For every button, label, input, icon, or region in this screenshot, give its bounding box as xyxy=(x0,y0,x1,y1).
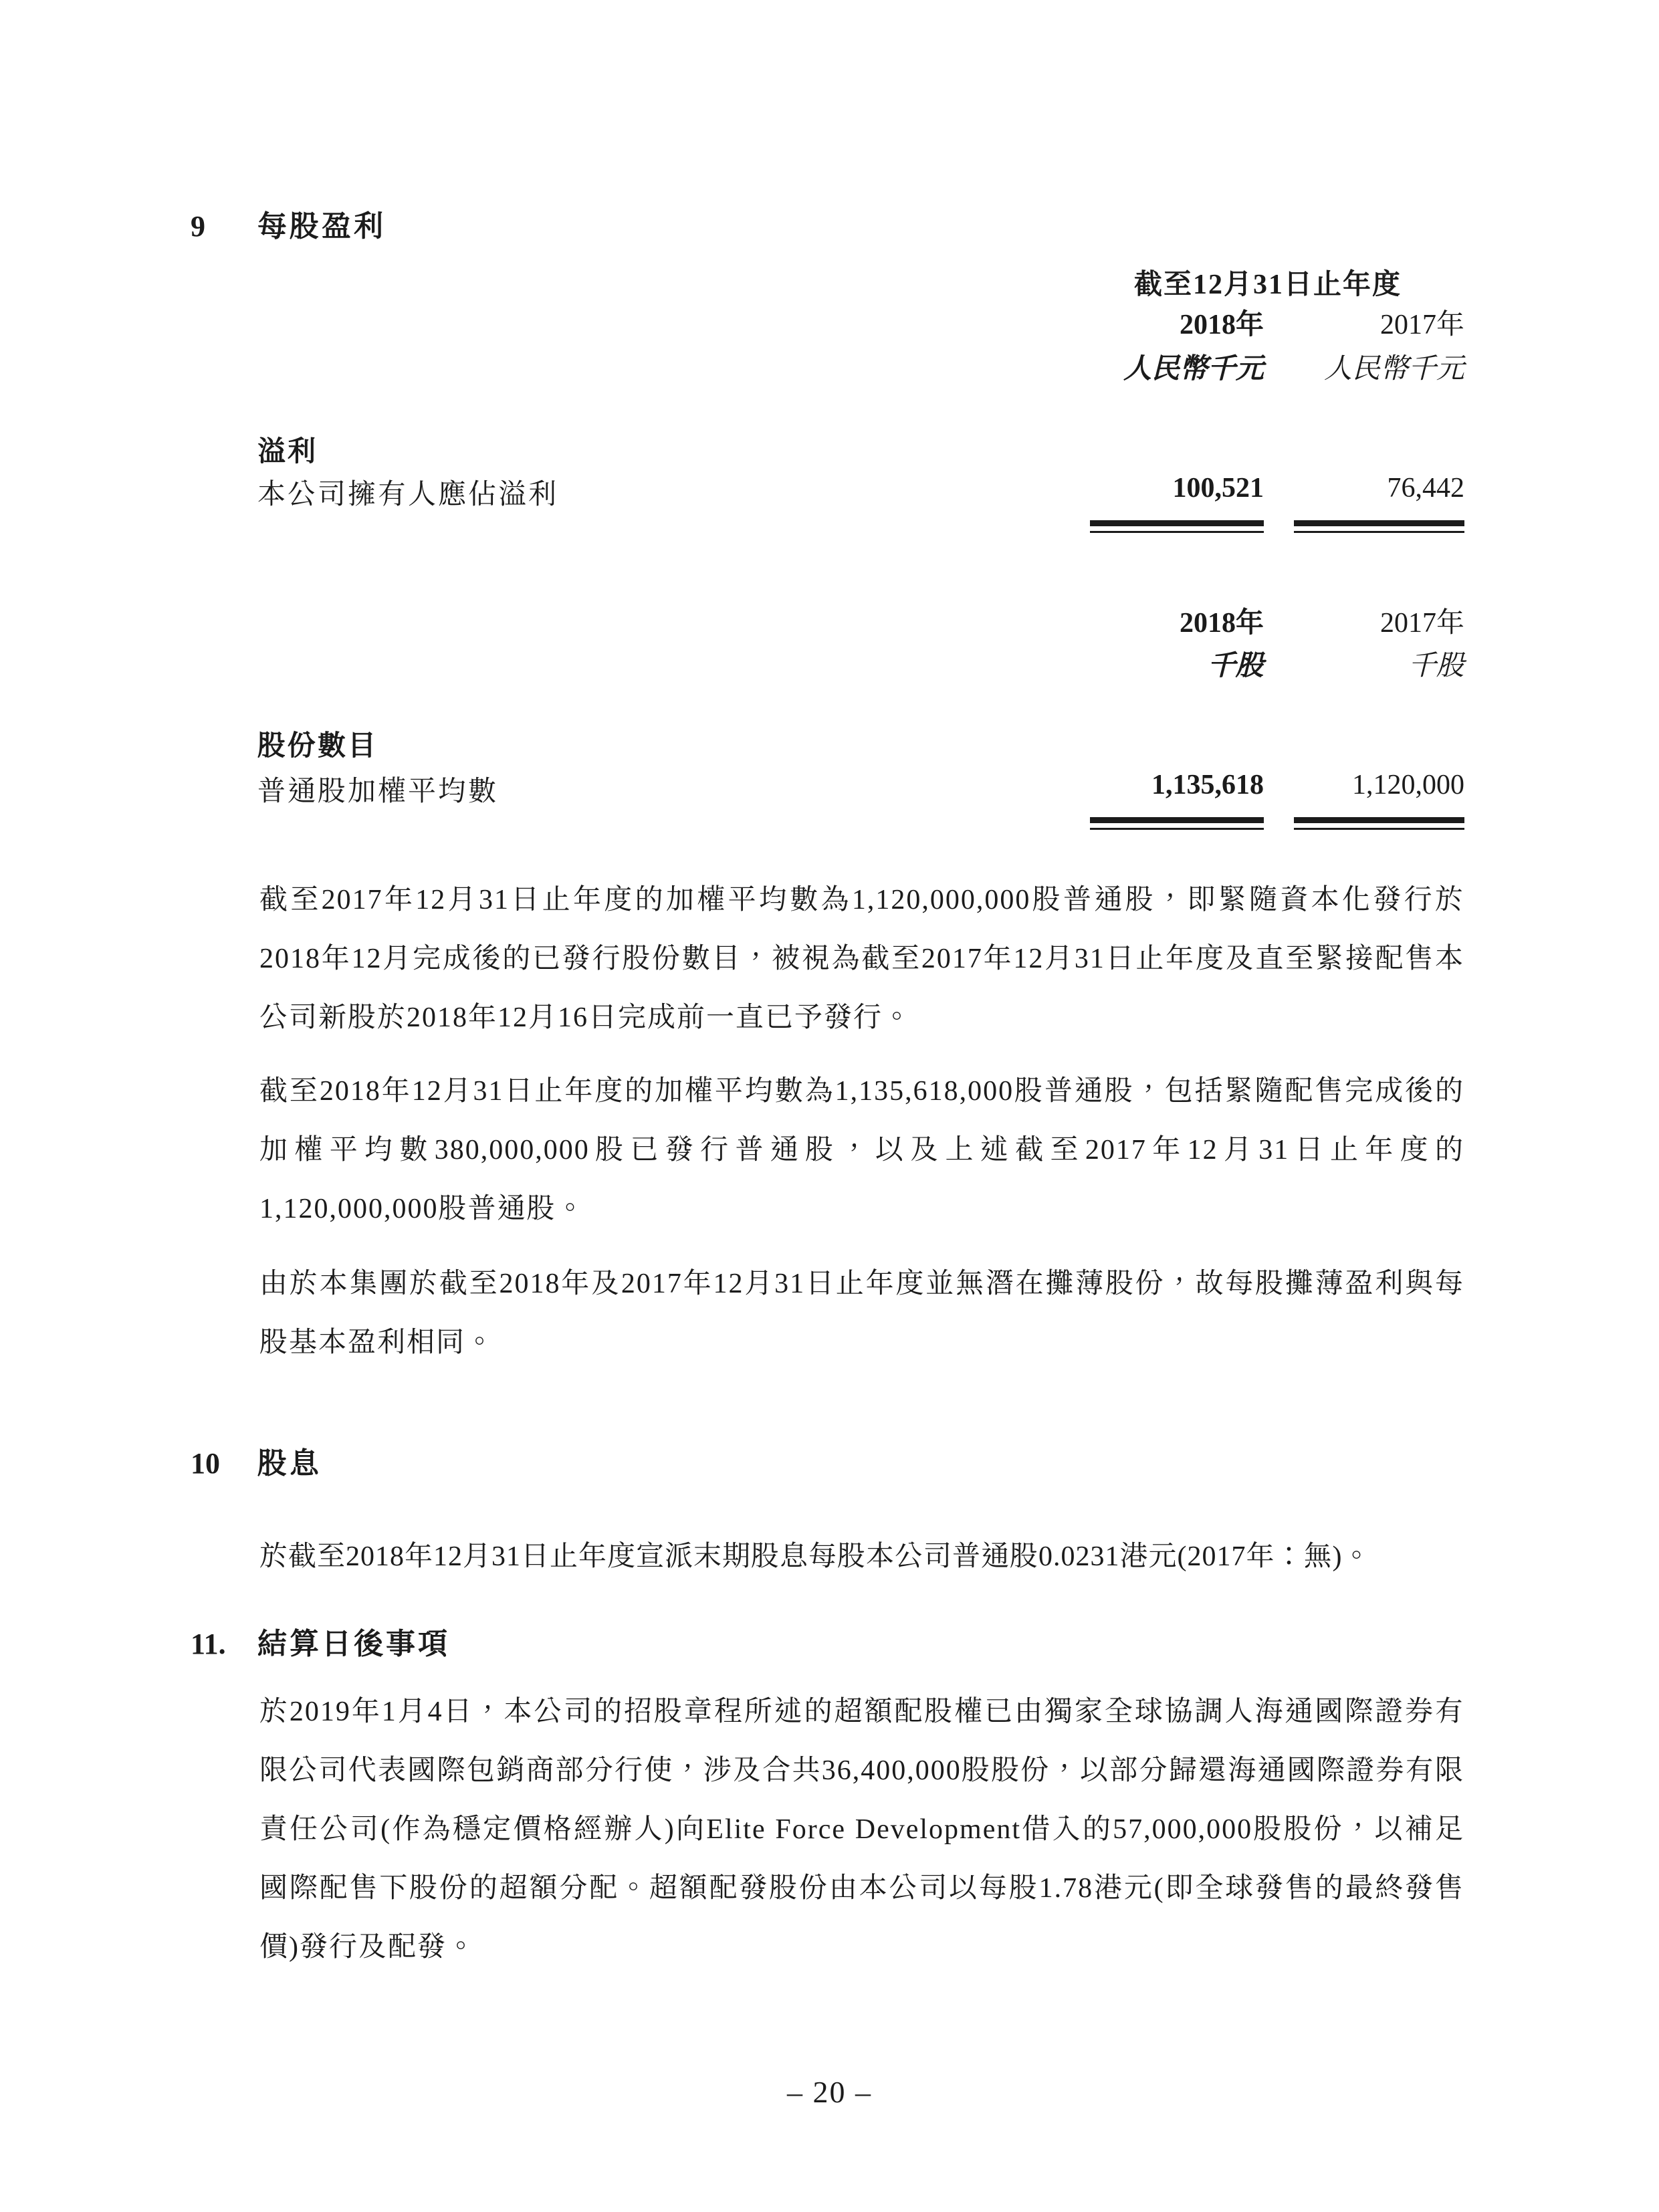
table-shares-row-label: 普通股加權平均數 xyxy=(257,776,499,807)
section-9-number: 9 xyxy=(191,210,205,243)
table-profit-unit-2018: 人民幣千元 xyxy=(1123,354,1264,384)
section-11-heading xyxy=(191,1620,450,1662)
section-9-paragraph-1: 截至2017年12月31日止年度的加權平均數為1,120,000,000股普通股，即緊隨資本化發行於2018年12月完成後的已發行股份數目，被視為截至2017年12月31日止年度及直至緊接配售本公司新股於2018年12月16日完成前一直已予發行。 xyxy=(259,885,1464,1033)
table-profit-total-rule-2018 xyxy=(1090,520,1264,533)
table-profit-value-2017: 76,442 xyxy=(1387,473,1464,504)
table-shares-value-2018: 1,135,618 xyxy=(1151,770,1264,800)
table-shares-year-2018: 2018年 xyxy=(1179,608,1264,639)
section-9-paragraph-2: 截至2018年12月31日止年度的加權平均數為1,135,618,000股普通股，包括緊隨配售完成後的加權平均數380,000,000股已發行普通股，以及上述截至2017年12月31日止年度的1,120,000,000股普通股。 xyxy=(259,1076,1464,1224)
section-9-heading xyxy=(191,202,386,245)
table-shares-group-label: 股份數目 xyxy=(257,731,378,762)
table-shares-unit-2018: 千股 xyxy=(1207,651,1264,681)
table-shares-total-rule-2017 xyxy=(1294,817,1464,830)
table-profit-group-label: 溢利 xyxy=(257,437,318,467)
table-shares-value-2017: 1,120,000 xyxy=(1352,770,1464,800)
page-number: – 20 – xyxy=(787,2075,872,2109)
table-shares-unit-2017: 千股 xyxy=(1408,651,1464,681)
table-profit-value-2018: 100,521 xyxy=(1172,473,1264,504)
table-profit-row-label: 本公司擁有人應佔溢利 xyxy=(257,479,559,510)
section-10-heading xyxy=(191,1439,322,1482)
section-11-number: 11. xyxy=(191,1628,226,1660)
section-9-paragraph-3: 由於本集團於截至2018年及2017年12月31日止年度並無潛在攤薄股份，故每股攤薄盈利與每股基本盈利相同。 xyxy=(259,1268,1464,1358)
table-profit-year-2018: 2018年 xyxy=(1179,310,1264,340)
section-10-paragraph: 於截至2018年12月31日止年度宣派末期股息每股本公司普通股0.0231港元(2017年：無)。 xyxy=(259,1541,1371,1572)
section-10-title: 股息 xyxy=(257,1447,322,1480)
table-profit-total-rule-2017 xyxy=(1294,520,1464,533)
table-shares-year-2017: 2017年 xyxy=(1379,608,1464,639)
table-shares-total-rule-2018 xyxy=(1090,817,1264,830)
table-profit-year-2017: 2017年 xyxy=(1379,310,1464,340)
table-profit-period-header: 截至12月31日止年度 xyxy=(1133,269,1402,300)
table-profit-unit-2017: 人民幣千元 xyxy=(1323,354,1464,384)
section-9-title: 每股盈利 xyxy=(257,210,386,243)
section-11-paragraph: 於2019年1月4日，本公司的招股章程所述的超額配股權已由獨家全球協調人海通國際證券有限公司代表國際包銷商部分行使，涉及合共36,400,000股股份，以部分歸還海通國際證券有限責任公司(作為穩定價格經辦人)向Elite Force Development借入的57,000,000股股份，以補足國際配售下股份的超額分配。超額配發股份由本公司以每股1.78港元(即全球發售的最終發售價)發行及配發。 xyxy=(259,1696,1464,1963)
section-10-number: 10 xyxy=(191,1447,220,1480)
section-11-title: 結算日後事項 xyxy=(257,1628,450,1660)
